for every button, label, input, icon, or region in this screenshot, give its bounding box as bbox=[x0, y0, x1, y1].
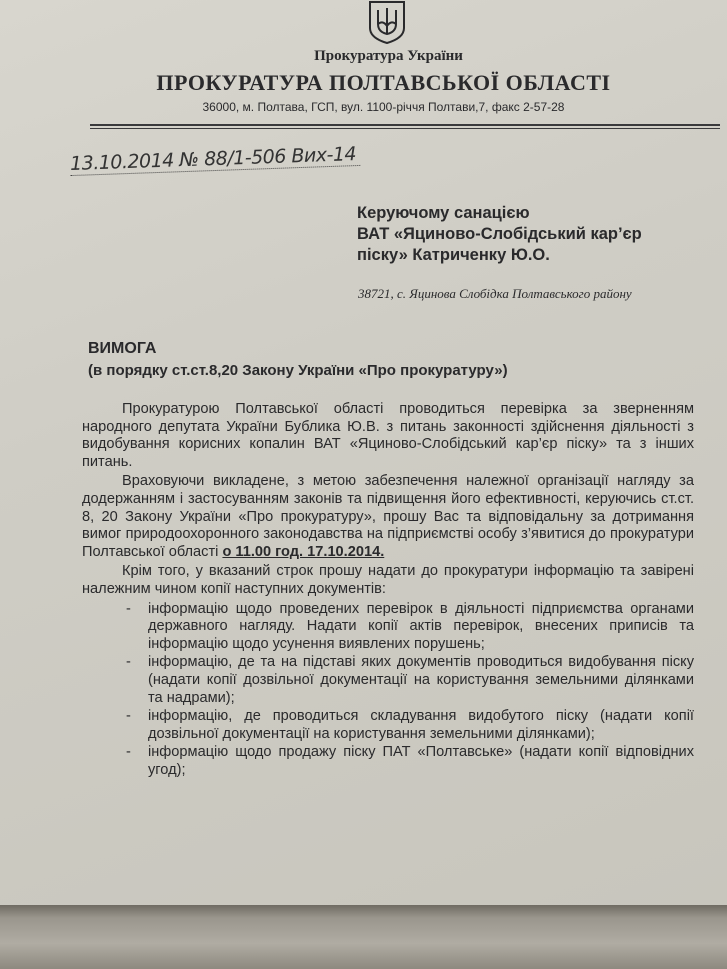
office-address: 36000, м. Полтава, ГСП, вул. 1100-річчя Полтави,7, факс 2-57-28 bbox=[202, 100, 565, 114]
document-title: ВИМОГА bbox=[88, 340, 157, 357]
header-divider-thin bbox=[90, 128, 720, 129]
registration-line bbox=[70, 143, 361, 176]
registration-number-label: № bbox=[178, 148, 199, 172]
registration-number: 88/1-506 Вих-14 bbox=[203, 143, 357, 171]
bullet: - bbox=[126, 708, 131, 725]
paragraph-2 bbox=[82, 473, 694, 561]
deadline: о 11.00 год. 17.10.2014. bbox=[222, 543, 385, 560]
desk-background bbox=[0, 905, 727, 969]
addressee-line3: піску» Катриченку Ю.О. bbox=[357, 246, 550, 264]
paragraph-1: Прокуратурою Полтавської області проводиться перевірка за зверненням народного депутата України Бублика Ю.В. з питань законності здійснення діяльності з видобування корисних копалин ВАТ «Яциново-Слобідський кар’єр піску» та з інших питань. bbox=[82, 401, 694, 470]
agency-name: Прокуратура України bbox=[314, 48, 463, 64]
addressee-line2: ВАТ «Яциново-Слобідський кар’єр bbox=[357, 225, 642, 243]
document-list bbox=[82, 601, 694, 780]
paragraph-3: Крім того, у вказаний строк прошу надати до прокуратури інформацію та завірені належним чином копії наступних документів: bbox=[82, 563, 694, 597]
list-item: - інформацію, де та на підставі яких документів проводиться видобування піску (надати копії дозвільної документації на користування земельними ділянками та надрами); bbox=[126, 654, 694, 706]
bullet: - bbox=[126, 600, 131, 617]
addressee-block bbox=[357, 203, 697, 266]
header-divider bbox=[90, 124, 720, 126]
registration-date: 13.10.2014 bbox=[69, 149, 175, 176]
trident-emblem-icon bbox=[364, 0, 410, 44]
addressee-address: 38721, с. Яцинова Слобідка Полтавського району bbox=[358, 286, 632, 301]
document-subtitle: (в порядку ст.ст.8,20 Закону України «Про прокуратуру») bbox=[88, 362, 508, 379]
paragraph-2-text: Враховуючи викладене, з метою забезпечення належної організації нагляду за додержанням і застосуванням законів та підвищення його ефективності, керуючись ст.ст. 8, 20 Закону України «Про прокуратуру», прошу Вас та відповідальну за дотримання вимог природоохоронного законодавства на підприємстві особу з’явитися до прокуратури Полтавської області bbox=[82, 473, 694, 560]
office-name: ПРОКУРАТУРА ПОЛТАВСЬКОЇ ОБЛАСТІ bbox=[156, 70, 611, 95]
list-item: - інформацію щодо проведених перевірок в діяльності підприємства органами державного нагляду. Надати копії актів перевірок, внесених приписів та інформацію щодо усунення виявлених порушень; bbox=[126, 600, 694, 652]
list-item: - інформацію, де проводиться складування видобутого піску (надати копії дозвільної документації на користування земельними ділянками); bbox=[126, 708, 694, 742]
addressee-line1: Керуючому санацією bbox=[357, 204, 530, 222]
list-item: - інформацію щодо продажу піску ПАТ «Полтавське» (надати копії відповідних угод); bbox=[126, 744, 694, 778]
bullet: - bbox=[126, 654, 131, 671]
bullet: - bbox=[126, 744, 131, 761]
document-body bbox=[82, 401, 694, 780]
